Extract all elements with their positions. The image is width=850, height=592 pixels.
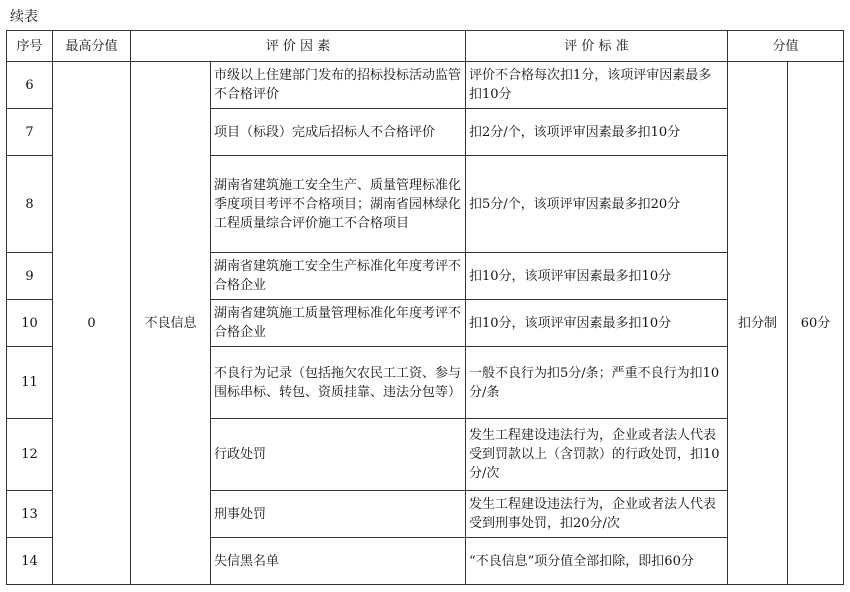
header-max-score: 最高分值 [53,31,131,62]
factor-cell: 不良行为记录（包括拖欠农民工工资、参与围标串标、转包、资质挂靠、违法分包等） [211,347,466,419]
factor-cell: 湖南省建筑施工质量管理标准化年度考评不合格企业 [211,300,466,347]
standard-cell: 扣10分，该项评审因素最多扣10分 [466,253,728,300]
row-no: 8 [7,156,53,253]
header-no: 序号 [7,31,53,62]
header-factors: 评 价 因 素 [131,31,466,62]
row-no: 6 [7,62,53,109]
standard-cell: 一般不良行为扣5分/条；严重不良行为扣10分/条 [466,347,728,419]
factor-cell: 刑事处罚 [211,491,466,538]
row-no: 10 [7,300,53,347]
standard-cell: 发生工程建设违法行为，企业或者法人代表受到罚款以上（含罚款）的行政处罚，扣10分/次 [466,419,728,491]
header-score: 分值 [728,31,844,62]
standard-cell: “不良信息”项分值全部扣除，即扣60分 [466,538,728,585]
standard-cell: 扣10分，该项评审因素最多扣10分 [466,300,728,347]
header-standard: 评 价 标 准 [466,31,728,62]
row-no: 9 [7,253,53,300]
category-cell: 不良信息 [131,62,211,585]
factor-cell: 项目（标段）完成后招标人不合格评价 [211,109,466,156]
table-caption: 续表 [10,9,38,25]
table-row [7,62,844,109]
row-no: 14 [7,538,53,585]
factor-cell: 行政处罚 [211,419,466,491]
standard-cell: 评价不合格每次扣1分，该项评审因素最多扣10分 [466,62,728,109]
header-row [7,31,844,62]
factor-cell: 市级以上住建部门发布的招标投标活动监管不合格评价 [211,62,466,109]
factor-cell: 湖南省建筑施工安全生产、质量管理标准化季度项目考评不合格项目；湖南省园林绿化工程质量综合评价施工不合格项目 [211,156,466,253]
max-score-cell: 0 [53,62,131,585]
factor-cell: 失信黑名单 [211,538,466,585]
evaluation-table [6,30,844,585]
method-cell: 扣分制 [728,62,788,585]
standard-cell: 扣2分/个，该项评审因素最多扣10分 [466,109,728,156]
points-cell: 60分 [788,62,844,585]
row-no: 13 [7,491,53,538]
row-no: 11 [7,347,53,419]
standard-cell: 发生工程建设违法行为，企业或者法人代表受到刑事处罚，扣20分/次 [466,491,728,538]
factor-cell: 湖南省建筑施工安全生产标准化年度考评不合格企业 [211,253,466,300]
standard-cell: 扣5分/个，该项评审因素最多扣20分 [466,156,728,253]
row-no: 7 [7,109,53,156]
row-no: 12 [7,419,53,491]
